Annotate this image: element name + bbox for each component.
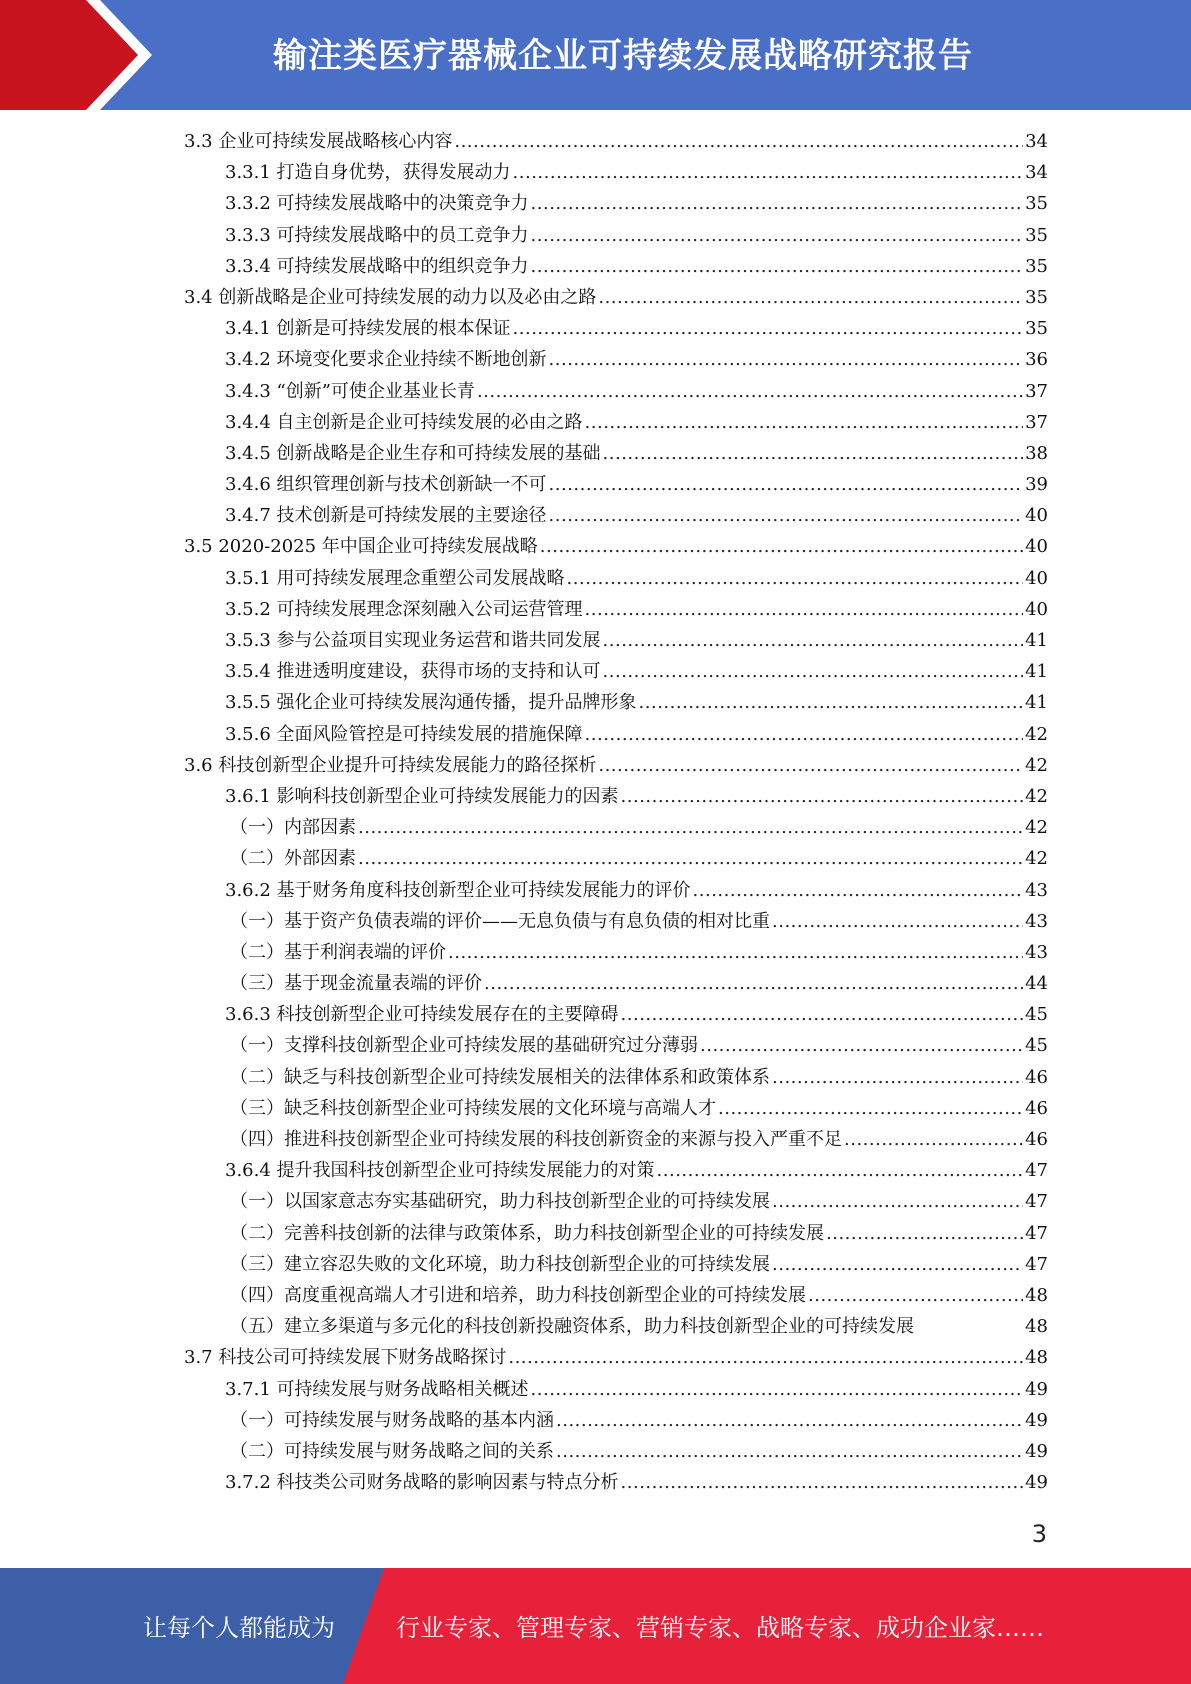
toc-entry[interactable] [184,937,1048,968]
toc-entry-title: 3.7 科技公司可持续发展下财务战略探讨 [184,1347,507,1369]
toc-leader-dots [700,1030,1023,1061]
toc-leader-dots [808,1280,1023,1311]
toc-entry-title: 3.4.7 技术创新是可持续发展的主要途径 [225,505,547,527]
toc-entry[interactable] [184,1124,1048,1155]
toc-entry-page: 41 [1025,661,1048,683]
toc-leader-dots [531,220,1024,251]
toc-entry[interactable] [184,1249,1048,1280]
toc-entry-page: 35 [1025,224,1048,246]
toc-entry-title: （二）完善科技创新的法律与政策体系，助力科技创新型企业的可持续发展 [230,1222,824,1244]
toc-entry-page: 48 [1025,1347,1048,1369]
toc-entry-title: 3.3.2 可持续发展战略中的决策竞争力 [225,193,529,215]
toc-entry-title: （三）建立容忍失败的文化环境，助力科技创新型企业的可持续发展 [230,1253,770,1275]
toc-entry-title: （一）支撑科技创新型企业可持续发展的基础研究过分薄弱 [230,1035,698,1057]
toc-entry-title: （二）基于利润表端的评价 [230,941,446,963]
toc-entry[interactable] [184,1280,1048,1311]
toc-leader-dots [567,563,1024,594]
toc-entry-page: 41 [1025,692,1048,714]
toc-entry-title: （四）高度重视高端人才引进和培养，助力科技创新型企业的可持续发展 [230,1284,806,1306]
toc-entry[interactable] [184,719,1048,750]
toc-entry-page: 49 [1025,1409,1048,1431]
toc-leader-dots [513,157,1024,188]
toc-entry[interactable] [184,1186,1048,1217]
toc-leader-dots [598,282,1023,313]
toc-entry-page: 46 [1025,1097,1048,1119]
toc-entry[interactable] [184,313,1048,344]
toc-entry-page: 40 [1025,598,1048,620]
toc-entry-page: 46 [1025,1066,1048,1088]
toc-entry[interactable] [184,1218,1048,1249]
toc-entry-title: 3.5.2 可持续发展理念深刻融入公司运营管理 [225,598,583,620]
toc-entry[interactable] [184,1155,1048,1186]
toc-entry-page: 49 [1025,1378,1048,1400]
toc-entry[interactable] [184,282,1048,313]
toc-entry-title: （一）以国家意志夯实基础研究，助力科技创新型企业的可持续发展 [230,1191,770,1213]
toc-entry-title: 3.4.3 “创新”可使企业基业长青 [225,380,475,402]
toc-entry-page: 43 [1025,941,1048,963]
toc-entry-title: （一）基于资产负债表端的评价——无息负债与有息负债的相对比重 [230,910,770,932]
toc-entry-title: （三）基于现金流量表端的评价 [230,973,482,995]
toc-entry[interactable] [184,1342,1048,1373]
toc-leader-dots [657,1155,1024,1186]
toc-entry-title: 3.4.2 环境变化要求企业持续不断地创新 [225,349,547,371]
toc-entry[interactable] [184,875,1048,906]
toc-entry-title: （二）缺乏与科技创新型企业可持续发展相关的法律体系和政策体系 [230,1066,770,1088]
toc-entry[interactable] [184,594,1048,625]
toc-entry[interactable] [184,1374,1048,1405]
toc-leader-dots [621,1467,1024,1498]
footer-slogan-right: 行业专家、管理专家、营销专家、战略专家、成功企业家…… [396,1614,1044,1642]
toc-entry[interactable] [184,500,1048,531]
toc-entry-page: 35 [1025,286,1048,308]
toc-entry-title: 3.5 2020-2025 年中国企业可持续发展战略 [184,536,538,558]
toc-entry-title: （四）推进科技创新型企业可持续发展的科技创新资金的来源与投入严重不足 [230,1129,842,1150]
toc-entry-page: 43 [1025,879,1048,901]
toc-entry[interactable] [184,126,1048,157]
toc-entry-page: 40 [1025,567,1048,589]
toc-leader-dots [454,126,1023,157]
toc-entry-page: 42 [1025,754,1048,776]
toc-entry-title: 3.6.3 科技创新型企业可持续发展存在的主要障碍 [225,1004,619,1026]
toc-entry[interactable] [184,1405,1048,1436]
toc-leader-dots [718,1093,1023,1124]
toc-leader-dots [358,843,1023,874]
toc-entry-page: 42 [1025,848,1048,870]
toc-entry[interactable] [184,251,1048,282]
toc-leader-dots [549,344,1024,375]
toc-entry-page: 47 [1025,1160,1048,1182]
chevron-red [0,0,138,110]
toc-leader-dots [513,313,1024,344]
toc-leader-dots [621,781,1024,812]
toc-entry-title: （五）建立多渠道与多元化的科技创新投融资体系，助力科技创新型企业的可持续发展 [230,1316,914,1338]
toc-leader-dots [772,1062,1023,1093]
toc-leader-dots [772,1186,1023,1217]
toc-entry-page: 40 [1025,505,1048,527]
toc-entry-title: 3.6.2 基于财务角度科技创新型企业可持续发展能力的评价 [225,879,691,901]
toc-entry-page: 45 [1025,1004,1048,1026]
toc-entry[interactable] [184,687,1048,718]
toc-entry-page: 34 [1025,131,1048,152]
toc-entry-page: 48 [1025,1284,1048,1306]
toc-entry[interactable] [184,376,1048,407]
toc-entry-page: 47 [1025,1222,1048,1244]
toc-entry-page: 43 [1025,910,1048,932]
toc-entry-title: （一）可持续发展与财务战略的基本内涵 [230,1409,554,1431]
toc-entry-page: 44 [1025,973,1048,995]
toc-leader-dots [448,937,1023,968]
toc-entry-title: （一）内部因素 [230,817,356,839]
toc-leader-dots [556,1405,1023,1436]
toc-entry-page: 35 [1025,193,1048,215]
toc-entry-title: 3.5.4 推进透明度建设，获得市场的支持和认可 [225,661,601,683]
toc-entry-title: 3.4 创新战略是企业可持续发展的动力以及必由之路 [184,286,597,308]
toc-entry-title: 3.5.3 参与公益项目实现业务运营和谐共同发展 [225,630,601,651]
toc-leader-dots [556,1436,1023,1467]
page-header [0,0,1191,110]
toc-entry-title: 3.3.4 可持续发展战略中的组织竞争力 [225,255,529,277]
toc-leader-dots [598,750,1023,781]
toc-entry-page: 48 [1025,1316,1048,1338]
toc-entry[interactable] [184,157,1048,188]
toc-entry-title: 3.3.1 打造自身优势，获得发展动力 [225,162,511,184]
toc-leader-dots [477,376,1023,407]
toc-leader-dots [484,968,1023,999]
page-footer [0,1568,1191,1684]
toc-entry-page: 47 [1025,1253,1048,1275]
toc-entry-title: 3.4.4 自主创新是企业可持续发展的必由之路 [225,411,583,433]
toc-entry-title: 3.7.1 可持续发展与财务战略相关概述 [225,1378,529,1400]
toc-entry-title: 3.4.1 创新是可持续发展的根本保证 [225,318,511,340]
toc-entry-page: 42 [1025,723,1048,745]
toc-entry-page: 34 [1025,162,1048,184]
toc-entry-title: 3.7.2 科技类公司财务战略的影响因素与特点分析 [225,1472,619,1494]
toc-entry-title: （二）外部因素 [230,848,356,870]
toc-leader-dots [531,251,1024,282]
toc-entry[interactable] [184,999,1048,1030]
header-chevron-icon [0,0,160,110]
toc-entry-title: 3.5.6 全面风险管控是可持续发展的措施保障 [225,723,583,745]
toc-entry-page: 40 [1025,536,1048,558]
toc-leader-dots [621,999,1024,1030]
toc-leader-dots [585,719,1024,750]
toc-leader-dots [603,656,1024,687]
toc-leader-dots [772,906,1023,937]
toc-entry-page: 39 [1025,474,1048,496]
toc-entry[interactable] [184,220,1048,251]
toc-leader-dots [531,188,1024,219]
toc-entry[interactable] [184,750,1048,781]
toc-entry[interactable] [184,1093,1048,1124]
toc-entry-page: 37 [1025,380,1048,402]
toc-leader-dots [358,812,1023,843]
toc-entry[interactable] [184,438,1048,469]
toc-entry[interactable] [184,469,1048,500]
table-of-contents [184,126,1048,1498]
toc-leader-dots [549,469,1024,500]
toc-leader-dots [693,875,1024,906]
toc-entry-title: 3.5.5 强化企业可持续发展沟通传播，提升品牌形象 [225,692,637,714]
toc-entry[interactable] [184,1030,1048,1061]
toc-entry-page: 49 [1025,1440,1048,1462]
toc-entry[interactable] [184,1467,1048,1498]
toc-entry[interactable] [184,344,1048,375]
toc-leader-dots [585,407,1024,438]
page-number: 3 [1031,1520,1047,1548]
toc-entry[interactable] [184,968,1048,999]
toc-entry-page: 42 [1025,785,1048,807]
toc-entry[interactable] [184,407,1048,438]
toc-entry-page: 42 [1025,817,1048,839]
toc-entry-page: 38 [1025,442,1048,464]
toc-entry-page: 37 [1025,411,1048,433]
toc-entry[interactable] [184,188,1048,219]
toc-entry-page: 36 [1025,349,1048,371]
toc-leader-dots [844,1124,1023,1155]
toc-entry-page: 35 [1025,255,1048,277]
toc-entry[interactable] [184,656,1048,687]
toc-entry-title: 3.6.1 影响科技创新型企业可持续发展能力的因素 [225,785,619,807]
toc-entry-title: 3.4.6 组织管理创新与技术创新缺一不可 [225,474,547,496]
report-title: 输注类医疗器械企业可持续发展战略研究报告 [273,36,973,76]
toc-entry[interactable] [184,812,1048,843]
toc-leader-dots [603,625,1024,656]
toc-entry-title: 3.3.3 可持续发展战略中的员工竞争力 [225,224,529,246]
toc-leader-dots [508,1342,1023,1373]
toc-entry-title: （三）缺乏科技创新型企业可持续发展的文化环境与高端人才 [230,1097,716,1119]
toc-entry-title: （二）可持续发展与财务战略之间的关系 [230,1440,554,1462]
toc-entry-title: 3.6.4 提升我国科技创新型企业可持续发展能力的对策 [225,1160,655,1182]
toc-entry[interactable] [184,1436,1048,1467]
toc-entry[interactable] [184,531,1048,562]
toc-entry[interactable] [184,625,1048,656]
toc-entry-page: 49 [1025,1472,1048,1494]
toc-entry-title: 3.6 科技创新型企业提升可持续发展能力的路径探析 [184,754,597,776]
toc-entry-page: 47 [1025,1191,1048,1213]
toc-leader-dots [639,687,1024,718]
toc-leader-dots [826,1218,1023,1249]
toc-leader-dots [585,594,1024,625]
toc-entry[interactable] [184,563,1048,594]
toc-entry-title: 3.3 企业可持续发展战略核心内容 [184,131,453,152]
toc-entry-page: 45 [1025,1035,1048,1057]
toc-entry-title: 3.4.5 创新战略是企业生存和可持续发展的基础 [225,442,601,464]
toc-entry[interactable] [184,781,1048,812]
toc-entry-title: 3.5.1 用可持续发展理念重塑公司发展战略 [225,567,565,589]
toc-entry[interactable] [184,1062,1048,1093]
toc-entry[interactable] [184,843,1048,874]
toc-leader-dots [772,1249,1023,1280]
toc-entry[interactable] [184,1311,1048,1342]
footer-slogan-left: 让每个人都能成为 [143,1614,335,1642]
toc-entry-page: 35 [1025,318,1048,340]
toc-leader-dots [540,531,1023,562]
toc-leader-dots [549,500,1024,531]
toc-leader-dots [531,1374,1024,1405]
toc-entry-page: 46 [1025,1129,1048,1150]
toc-leader-dots [603,438,1024,469]
toc-entry-page: 41 [1025,630,1048,651]
toc-entry[interactable] [184,906,1048,937]
